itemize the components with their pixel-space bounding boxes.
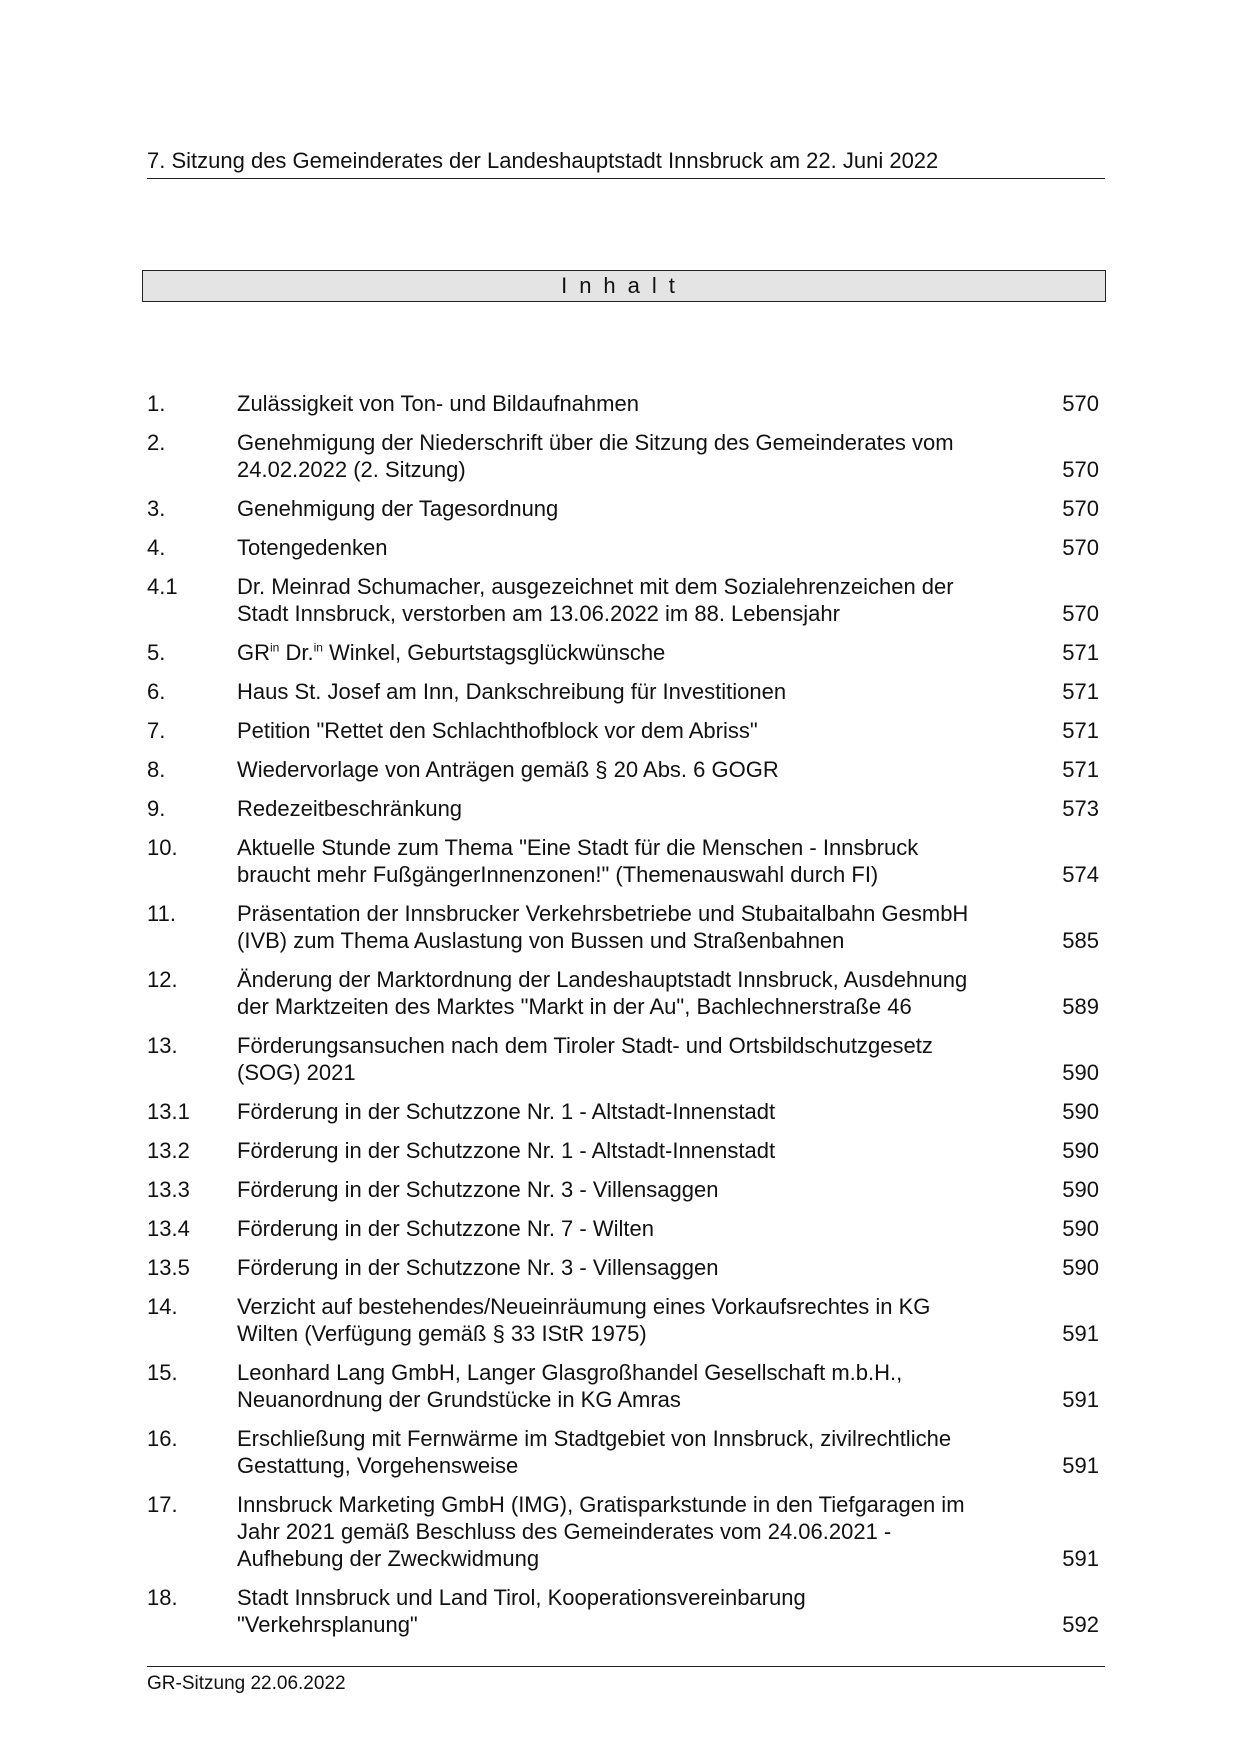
toc-entry <box>147 534 1099 561</box>
toc-entry-line: Dr. Meinrad Schumacher, ausgezeichnet mit dem Sozialehrenzeichen der <box>237 574 954 599</box>
toc-entry-line: Förderung in der Schutzzone Nr. 1 - Altstadt-Innenstadt <box>237 1138 776 1163</box>
toc-entry <box>147 756 1099 783</box>
toc-entry-text <box>237 756 1029 783</box>
toc-entry-text <box>237 1032 1029 1086</box>
toc-entry-number: 16. <box>147 1426 178 1451</box>
toc-entry <box>147 717 1099 744</box>
toc-entry-line: Gestattung, Vorgehensweise <box>237 1453 519 1478</box>
toc-entry-line: Neuanordnung der Grundstücke in KG Amras <box>237 1387 681 1412</box>
toc-entry <box>147 966 1099 1020</box>
toc-entry-text <box>237 717 1029 744</box>
toc-entry-text <box>237 495 1029 522</box>
toc-title: Inhalt <box>142 270 1106 302</box>
toc-entry-page: 574 <box>1062 862 1099 887</box>
toc-entry-number: 13.4 <box>147 1216 190 1241</box>
toc-entry-number: 13.2 <box>147 1138 190 1163</box>
toc-entry <box>147 429 1099 483</box>
toc-entry-line: Wiedervorlage von Anträgen gemäß § 20 Abs. 6 GOGR <box>237 757 779 782</box>
toc-entry-text <box>237 390 1029 417</box>
toc-entry <box>147 678 1099 705</box>
toc-entry-page: 590 <box>1062 1216 1099 1241</box>
toc-entry-number: 13.5 <box>147 1255 190 1280</box>
toc-entry-page: 571 <box>1062 640 1099 665</box>
toc-entry-line: Aufhebung der Zweckwidmung <box>237 1546 540 1571</box>
toc-entry-page: 589 <box>1062 994 1099 1019</box>
toc-entry-text <box>237 1098 1029 1125</box>
toc-entry-number: 11. <box>147 901 176 926</box>
toc-entry-line: Genehmigung der Niederschrift über die Sitzung des Gemeinderates vom <box>237 430 954 455</box>
toc-entry-text <box>237 834 1029 888</box>
toc-entry-fragment: GR <box>237 640 270 665</box>
toc-entry <box>147 573 1099 627</box>
toc-entry-number: 13.3 <box>147 1177 190 1202</box>
toc-entry-number: 5. <box>147 640 166 665</box>
toc-entry-line: der Marktzeiten des Marktes "Markt in der Au", Bachlechnerstraße 46 <box>237 994 912 1019</box>
toc-entry-text <box>237 678 1029 705</box>
toc-entry-number: 4.1 <box>147 574 178 599</box>
toc-entry-page: 570 <box>1062 391 1099 416</box>
toc-entry <box>147 1137 1099 1164</box>
toc-entry-number: 14. <box>147 1294 178 1319</box>
toc-entry-text <box>237 573 1029 627</box>
toc-entry-page: 590 <box>1062 1255 1099 1280</box>
toc-entry-line: Totengedenken <box>237 535 388 560</box>
toc-entry <box>147 390 1099 417</box>
toc-entry-line: Genehmigung der Tagesordnung <box>237 496 559 521</box>
toc-entry-fragment: Dr. <box>279 640 314 665</box>
toc-entry-text <box>237 534 1029 561</box>
toc-entry-number: 12. <box>147 967 178 992</box>
toc-entry-page: 590 <box>1062 1060 1099 1085</box>
toc-entry-text <box>237 1425 1029 1479</box>
toc-entry-line: Stadt Innsbruck und Land Tirol, Kooperationsvereinbarung <box>237 1585 806 1610</box>
toc-entry <box>147 1491 1099 1572</box>
toc-entry-line: Förderung in der Schutzzone Nr. 3 - Villensaggen <box>237 1177 719 1202</box>
toc-entry <box>147 1584 1099 1638</box>
toc-entry <box>147 1098 1099 1125</box>
toc-entry-line: Förderung in der Schutzzone Nr. 3 - Villensaggen <box>237 1255 719 1280</box>
toc-entry-text <box>237 639 1029 666</box>
toc-entry-line: Präsentation der Innsbrucker Verkehrsbetriebe und Stubaitalbahn GesmbH <box>237 901 969 926</box>
toc-entry <box>147 834 1099 888</box>
toc-entry <box>147 1359 1099 1413</box>
toc-entry-line: Haus St. Josef am Inn, Dankschreibung für Investitionen <box>237 679 787 704</box>
toc-entry-line: (IVB) zum Thema Auslastung von Bussen und Straßenbahnen <box>237 928 845 953</box>
toc-entry-line: braucht mehr FußgängerInnenzonen!" (Themenauswahl durch FI) <box>237 862 879 887</box>
toc-entry-number: 10. <box>147 835 178 860</box>
toc-entry-page: 571 <box>1062 718 1099 743</box>
toc-entry-text <box>237 900 1029 954</box>
toc-entry-page: 591 <box>1062 1546 1099 1571</box>
toc-entry-line: Leonhard Lang GmbH, Langer Glasgroßhandel Gesellschaft m.b.H., <box>237 1360 903 1385</box>
toc-entry-line: Erschließung mit Fernwärme im Stadtgebiet von Innsbruck, zivilrechtliche <box>237 1426 952 1451</box>
toc-entry-page: 570 <box>1062 496 1099 521</box>
toc-entry-page: 590 <box>1062 1099 1099 1124</box>
toc-entry <box>147 1293 1099 1347</box>
toc-entry-number: 2. <box>147 430 166 455</box>
toc-entry <box>147 495 1099 522</box>
toc-entry-line: Verzicht auf bestehendes/Neueinräumung eines Vorkaufsrechtes in KG <box>237 1294 931 1319</box>
toc-entry <box>147 1425 1099 1479</box>
toc-entry-line: Stadt Innsbruck, verstorben am 13.06.2022 im 88. Lebensjahr <box>237 601 840 626</box>
toc-entry-page: 570 <box>1062 601 1099 626</box>
toc-entry-fragment: in <box>270 640 280 655</box>
toc-entry-text <box>237 1254 1029 1281</box>
toc-entry-line: Förderung in der Schutzzone Nr. 7 - Wilten <box>237 1216 654 1241</box>
toc-entry-line: Aktuelle Stunde zum Thema "Eine Stadt für die Menschen - Innsbruck <box>237 835 919 860</box>
toc-entry-text <box>237 1491 1029 1572</box>
toc-entry-line <box>237 639 1029 666</box>
toc-entry-line: Redezeitbeschränkung <box>237 796 463 821</box>
toc-entry-number: 7. <box>147 718 166 743</box>
toc-entry-text <box>237 1215 1029 1242</box>
toc-entry <box>147 1215 1099 1242</box>
toc-entry <box>147 795 1099 822</box>
toc-entry-number: 13. <box>147 1033 178 1058</box>
toc-entry-page: 590 <box>1062 1177 1099 1202</box>
page-header: 7. Sitzung des Gemeinderates der Landeshauptstadt Innsbruck am 22. Juni 2022 <box>147 146 1105 179</box>
toc-entry-page: 570 <box>1062 535 1099 560</box>
toc-entry <box>147 639 1099 666</box>
toc-entry-number: 8. <box>147 757 166 782</box>
table-of-contents <box>147 390 1099 1650</box>
toc-entry-page: 591 <box>1062 1321 1099 1346</box>
toc-entry-page: 573 <box>1062 796 1099 821</box>
toc-entry-number: 6. <box>147 679 166 704</box>
toc-entry <box>147 1254 1099 1281</box>
toc-entry-text <box>237 1584 1029 1638</box>
toc-entry-page: 592 <box>1062 1612 1099 1637</box>
toc-entry-fragment: in <box>313 640 323 655</box>
toc-entry-page: 591 <box>1062 1387 1099 1412</box>
toc-entry-page: 571 <box>1062 679 1099 704</box>
toc-entry-page: 571 <box>1062 757 1099 782</box>
toc-entry-number: 15. <box>147 1360 178 1385</box>
toc-entry-line: Förderungsansuchen nach dem Tiroler Stadt- und Ortsbildschutzgesetz <box>237 1033 933 1058</box>
toc-entry <box>147 1176 1099 1203</box>
toc-entry-page: 585 <box>1062 928 1099 953</box>
toc-entry-text <box>237 795 1029 822</box>
toc-entry-text <box>237 1293 1029 1347</box>
toc-entry-number: 17. <box>147 1492 178 1517</box>
toc-entry-line: "Verkehrsplanung" <box>237 1612 418 1637</box>
toc-entry-page: 591 <box>1062 1453 1099 1478</box>
toc-entry-number: 4. <box>147 535 166 560</box>
toc-entry-line: 24.02.2022 (2. Sitzung) <box>237 457 466 482</box>
toc-entry-line: Wilten (Verfügung gemäß § 33 IStR 1975) <box>237 1321 647 1346</box>
toc-entry-number: 13.1 <box>147 1099 190 1124</box>
toc-entry-number: 18. <box>147 1585 178 1610</box>
toc-entry-number: 9. <box>147 796 166 821</box>
toc-entry-line: (SOG) 2021 <box>237 1060 356 1085</box>
toc-entry-text <box>237 1359 1029 1413</box>
toc-entry-line: Förderung in der Schutzzone Nr. 1 - Altstadt-Innenstadt <box>237 1099 776 1124</box>
toc-entry-text <box>237 429 1029 483</box>
toc-entry-page: 570 <box>1062 457 1099 482</box>
toc-entry-text <box>237 1176 1029 1203</box>
toc-entry <box>147 900 1099 954</box>
toc-entry-line: Innsbruck Marketing GmbH (IMG), Gratisparkstunde in den Tiefgaragen im <box>237 1492 965 1517</box>
toc-entry-fragment: Winkel, Geburtstagsglückwünsche <box>322 640 666 665</box>
toc-entry-number: 3. <box>147 496 166 521</box>
toc-entry-line: Petition "Rettet den Schlachthofblock vor dem Abriss" <box>237 718 758 743</box>
toc-entry-text <box>237 1137 1029 1164</box>
toc-entry <box>147 1032 1099 1086</box>
toc-entry-text <box>237 966 1029 1020</box>
toc-entry-line: Zulässigkeit von Ton- und Bildaufnahmen <box>237 391 639 416</box>
toc-entry-line: Änderung der Marktordnung der Landeshauptstadt Innsbruck, Ausdehnung <box>237 967 968 992</box>
toc-entry-page: 590 <box>1062 1138 1099 1163</box>
toc-entry-line: Jahr 2021 gemäß Beschluss des Gemeinderates vom 24.06.2021 - <box>237 1519 892 1544</box>
toc-entry-number: 1. <box>147 391 166 416</box>
page-footer: GR-Sitzung 22.06.2022 <box>147 1666 1105 1695</box>
